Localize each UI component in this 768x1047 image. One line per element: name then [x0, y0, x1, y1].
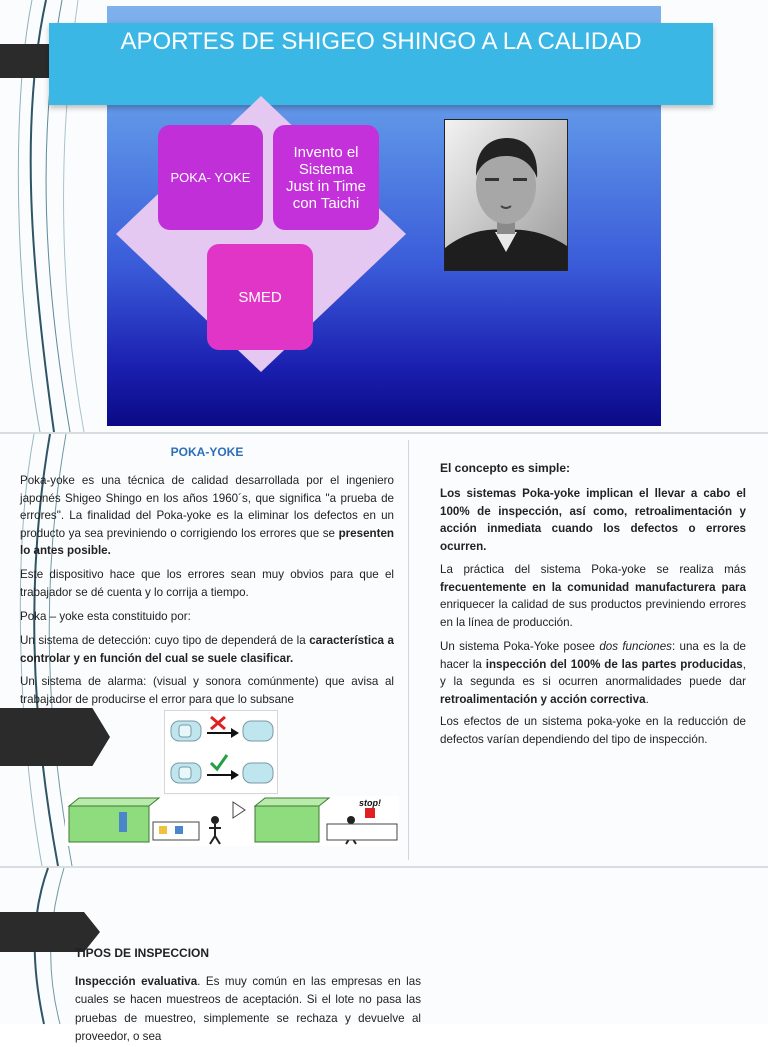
- portrait-photo: [444, 119, 568, 271]
- connector-diagram: [164, 710, 278, 794]
- jit-line-2: Sistema: [298, 160, 354, 178]
- jit-line-4: con Taichi: [292, 194, 360, 212]
- paragraph-functions: Un sistema Poka-Yoke posee dos funciones: una es la de hacer la inspección del 100% de las partes producidas, y la segunda es si ocurren anormalidades puede dar retroalimentación y acción correctiva.: [440, 640, 746, 706]
- stop-label: stop!: [359, 798, 381, 808]
- slide-2: [0, 434, 768, 866]
- slide-3: [0, 868, 768, 1043]
- portrait-icon: [445, 120, 567, 270]
- slide-1: [0, 0, 768, 432]
- paragraph-definition: Poka-yoke es una técnica de calidad desarrollada por el ingeniero japonés Shigeo Shingo en los años 1960´s, que significa "a prueba de errores". La finalidad del Poka-yoke es la eliminar los defectos en un producto ya sea previniendo o corrigiendo los errores que se presenten lo antes posible.: [20, 474, 394, 557]
- paragraph-detection: Un sistema de detección: cuyo tipo de dependerá de la característica a controlar y en función del cual se suele clasificar.: [20, 634, 394, 665]
- concept-heading: El concepto es simple:: [440, 461, 571, 475]
- inspection-heading: TIPOS DE INSPECCION: [75, 946, 210, 960]
- inspection-types-section: [75, 944, 421, 1047]
- jit-line-3: Just in Time: [285, 177, 367, 195]
- jit-line-1: Invento el: [293, 143, 359, 161]
- column-divider: [408, 440, 409, 860]
- paragraph-device: Este dispositivo hace que los errores sean muy obvios para que el trabajador se dé cuenta y lo corrija a tiempo.: [20, 568, 394, 599]
- paragraph-implications: Los sistemas Poka-yoke implican el llevar a cabo el 100% de inspección, así como, retroalimentación y acción inmediata cuando los defectos o errores ocurren.: [440, 487, 746, 553]
- smed-label: SMED: [238, 288, 282, 306]
- title-band: [49, 23, 713, 105]
- paragraph-evaluative: Inspección evaluativa. Es muy común en las empresas en las cuales se hacen muestreos de aceptación. Si el lote no pasa las pruebas de muestreo, simplemente se rechaza y devuelve al proveedor, o sea: [75, 974, 422, 1043]
- slide-tab-marker: [0, 708, 110, 766]
- slide-title: APORTES DE SHIGEO SHINGO A LA CALIDAD: [120, 28, 642, 55]
- paragraph-practice: La práctica del sistema Poka-yoke se realiza más frecuentemente en la comunidad manufacturera para enriquecer la calidad de sus productos previniendo errores en la línea de producción.: [440, 563, 746, 629]
- poka-yoke-heading: POKA-YOKE: [170, 445, 244, 459]
- smed-box: [207, 244, 313, 350]
- poka-yoke-label: POKA- YOKE: [170, 170, 251, 185]
- paragraph-effects: Los efectos de un sistema poka-yoke en la reducción de defectos varían dependiendo del tipo de inspección.: [440, 715, 746, 746]
- paragraph-alarm: Un sistema de alarma: (visual y sonora comúnmente) que avisa al trabajador de producirse el error para que lo subsane: [20, 675, 394, 706]
- paragraph-constituted: Poka – yoke esta constituido por:: [20, 610, 191, 623]
- production-line-diagram: [65, 796, 399, 846]
- poka-yoke-box: [158, 125, 263, 230]
- just-in-time-box: [273, 125, 379, 230]
